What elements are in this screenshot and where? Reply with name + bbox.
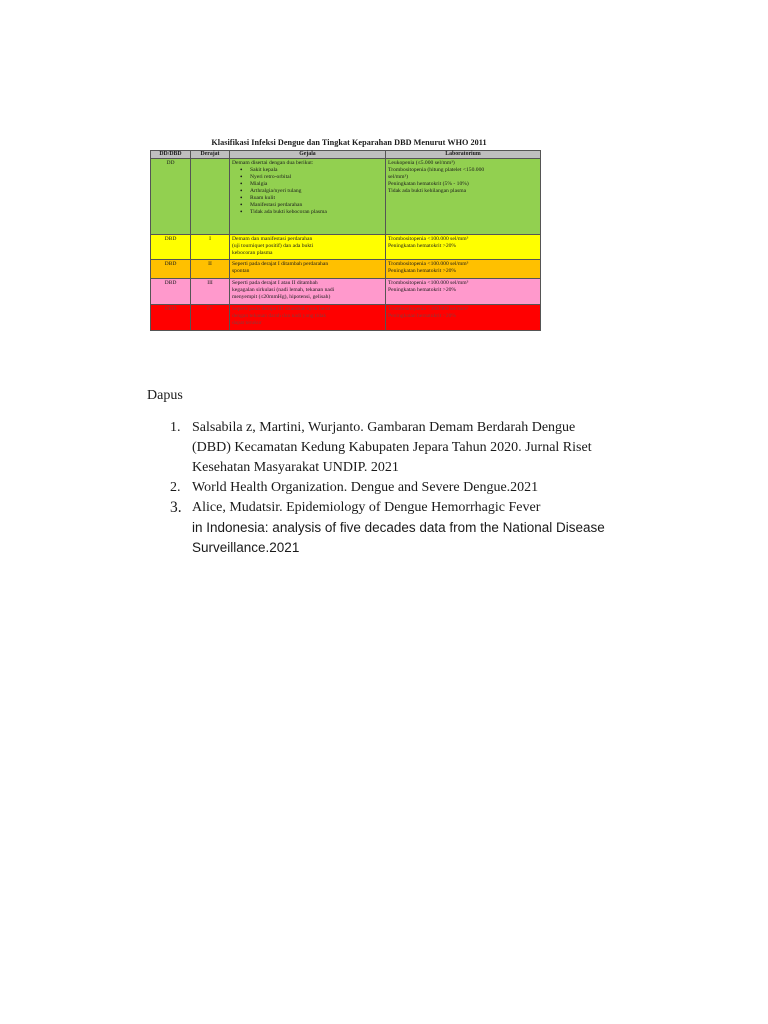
- reference-line: Salsabila z, Martini, Wurjanto. Gambaran Demam Berdarah Dengue: [192, 420, 576, 435]
- reference-line: Alice, Mudatsir. Epidemiology of Dengue Hemorrhagic Fever: [192, 500, 541, 515]
- table-row-grade-2: [151, 260, 541, 279]
- figure-title: Klasifikasi Infeksi Dengue dan Tingkat Keparahan DBD Menurut WHO 2011: [211, 138, 487, 147]
- symptom-line: dapat terukur: [232, 319, 262, 326]
- class-cell: DBD: [151, 260, 191, 279]
- table-row-grade-1: [151, 235, 541, 260]
- reference-line: Kesehatan Masyarakat UNDIP. 2021: [192, 460, 399, 475]
- reference-line: in Indonesia: analysis of five decades data from the National Disease: [192, 520, 605, 535]
- symptom-item: • Tidak ada bukti kebocoran plasma: [250, 209, 383, 216]
- reference-number: 1.: [170, 420, 181, 435]
- header-cell: Laboratorium: [386, 151, 541, 159]
- reference-number: 3.: [170, 499, 182, 516]
- lab-line: Trombositopenia <100.000 sel/mm³: [388, 260, 469, 267]
- references-heading: Dapus: [147, 388, 183, 403]
- class-cell: DD: [151, 159, 191, 235]
- lab-line: Trombositopenia (hitung platelet <150.000: [388, 166, 485, 173]
- symptom-line: Seperti pada derajat I ditambah perdarahan: [232, 260, 329, 267]
- lab-cell: [386, 305, 541, 331]
- symptom-item: • Nyeri retro-orbital: [250, 174, 383, 181]
- header-cell: Gejala: [230, 151, 386, 159]
- header-cell: DD/DBD: [151, 151, 191, 159]
- lab-line: Trombositopenia <100.000 sel/mm³: [388, 235, 469, 242]
- grade-cell: [191, 159, 230, 235]
- symptoms-cell: [230, 235, 386, 260]
- class-cell: DBD: [151, 279, 191, 305]
- symptoms-cell: [230, 260, 386, 279]
- reference-item: [170, 478, 640, 498]
- lab-line: Peningkatan hematokrit >20%: [388, 267, 457, 274]
- lab-cell: [386, 279, 541, 305]
- lab-line: Tidak ada bukti kehilangan plasma: [388, 188, 467, 195]
- lab-line: Peningkatan hematokrit >20%: [388, 242, 457, 249]
- symptom-line: kegagalan sirkulasi (nadi lemah, tekanan nadi: [232, 286, 335, 293]
- lab-line: Leukopenia (≤5.000 sel/mm³): [388, 159, 455, 166]
- header-cell: Derajat: [191, 151, 230, 159]
- reference-number: 2.: [170, 480, 181, 495]
- symptom-line: (uji tourniquet positif) dan ada bukti: [232, 242, 314, 249]
- symptoms-intro: Demam disertai dengan dua berikut:: [232, 159, 314, 166]
- symptom-list: [232, 167, 383, 217]
- symptom-line: menyempit (≤20mmHg), hipotensi, gelisah): [232, 293, 331, 300]
- lab-line: sel/mm³): [388, 173, 409, 180]
- table-header-row: [151, 151, 541, 159]
- grade-cell: III: [191, 279, 230, 305]
- class-cell: DBD: [151, 235, 191, 260]
- symptom-item: • Arthralgia/nyeri tulang: [250, 188, 383, 195]
- reference-line: Surveillance.2021: [192, 540, 300, 555]
- symptom-item: • Ruam kulit: [250, 195, 383, 202]
- symptom-line: dengan tekanan darah dan nadi yang tidak: [232, 312, 327, 319]
- symptom-item: • Sakit kepala: [250, 167, 383, 174]
- lab-cell: [386, 260, 541, 279]
- grade-cell: II: [191, 260, 230, 279]
- symptom-line: Seperti pada derajat I atau II ditambah: [232, 279, 318, 286]
- table-row-dd: [151, 159, 541, 235]
- symptom-line: Demam dan manifestasi perdarahan: [232, 235, 313, 242]
- reference-line: (DBD) Kecamatan Kedung Kabupaten Jepara Tahun 2020. Jurnal Riset: [192, 440, 592, 455]
- symptom-line: spontan: [232, 267, 250, 274]
- who-classification-figure: [150, 136, 540, 331]
- symptom-item: • Mialgia: [250, 181, 383, 188]
- reference-item: [170, 498, 640, 558]
- table-row-grade-4: [151, 305, 541, 331]
- lab-cell: [386, 159, 541, 235]
- symptoms-cell: [230, 159, 386, 235]
- reference-line: World Health Organization. Dengue and Severe Dengue.2021: [192, 480, 539, 495]
- lab-line: Trombositopenia <100.000 sel/mm³: [388, 279, 469, 286]
- symptoms-cell: [230, 305, 386, 331]
- lab-line: Peningkatan hematokrit >20%: [388, 286, 457, 293]
- class-cell: DBD: [151, 305, 191, 331]
- lab-line: Peningkatan hematokrit >20%: [388, 312, 457, 319]
- lab-line: Peningkatan hematokrit (5% - 10%): [388, 180, 469, 187]
- grade-cell: I: [191, 235, 230, 260]
- lab-line: Trombositopenia <100.000 sel/mm³: [388, 305, 469, 312]
- grade-cell: IV: [191, 305, 230, 331]
- table-row-grade-3: [151, 279, 541, 305]
- symptom-line: Seperti pada derajat III ditambah syok berat: [232, 305, 331, 312]
- symptom-line: kebocoran plasma: [232, 249, 273, 256]
- reference-item: [170, 418, 640, 478]
- classification-table: [150, 150, 541, 331]
- symptom-item: • Manifestasi perdarahan: [250, 202, 383, 209]
- reference-list: [170, 418, 640, 558]
- symptoms-cell: [230, 279, 386, 305]
- lab-cell: [386, 235, 541, 260]
